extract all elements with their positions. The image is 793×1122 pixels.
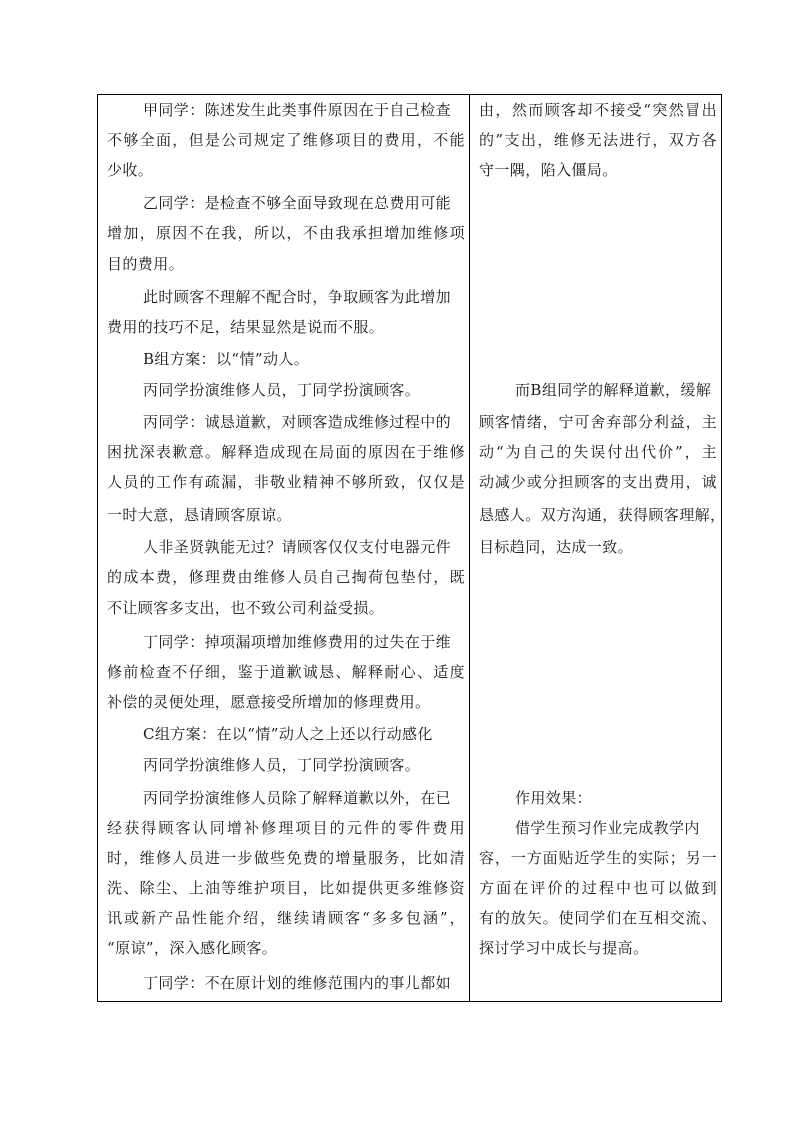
text-line: 顾客情绪，宁可舍弃部分利益，主 — [479, 413, 717, 431]
text-line: 此时顾客不理解不配合时，争取顾客为此增加 — [143, 288, 452, 306]
text-line: 经获得顾客认同增补修理项目的元件的零件费用 — [107, 819, 465, 837]
text-line: 人非圣贤孰能无过？请顾客仅仅支付电器元件 — [143, 538, 452, 556]
text-line: 目的费用。 — [107, 255, 185, 273]
text-line: 人员的工作有疏漏，非敬业精神不够所致，仅仅是 — [107, 473, 465, 491]
text-line: 的”支出，维修无法进行，双方各 — [479, 131, 717, 149]
text-line: 时，维修人员进一步做些免费的增量服务，比如清 — [107, 849, 465, 867]
activity-cell — [98, 95, 469, 1001]
text-line: 守一隅，陷入僵局。 — [479, 161, 618, 179]
text-line: 讯或新产品性能介绍，继续请顾客“多多包涵”， — [107, 909, 465, 927]
text-line: 探讨学习中成长与提高。 — [479, 939, 649, 957]
text-line: 少收。 — [107, 161, 154, 179]
text-line: 增加，原因不在我，所以，不由我承担增加维修项 — [107, 224, 465, 242]
text-line: 动“为自己的失误付出代价”，主 — [479, 443, 717, 461]
analysis-cell — [470, 95, 726, 1001]
text-line: 恳感人。双方沟通，获得顾客理解， — [479, 506, 726, 524]
text-line: 目标趋同，达成一致。 — [479, 538, 634, 556]
text-line: 洗、除尘、上油等维护项目，比如提供更多维修资 — [107, 879, 465, 897]
text-line: 乙同学：是检查不够全面导致现在总费用可能 — [143, 194, 452, 212]
text-line: 丙同学扮演维修人员，丁同学扮演顾客。 — [143, 381, 421, 399]
text-line: 不够全面，但是公司规定了维修项目的费用，不能 — [107, 131, 465, 149]
text-line: 作用效果： — [515, 789, 593, 807]
text-line: 补偿的灵便处理，愿意接受所增加的修理费用。 — [107, 693, 431, 711]
text-line: 方面在评价的过程中也可以做到 — [479, 879, 717, 897]
text-line: 丁同学：不在原计划的维修范围内的事儿都如 — [143, 974, 452, 992]
text-line: 费用的技巧不足，结果显然是说而不服。 — [107, 318, 385, 336]
text-line: 不让顾客多支出，也不致公司利益受损。 — [107, 599, 385, 617]
text-line: 丙同学：诚恳道歉，对顾客造成维修过程中的 — [143, 413, 452, 431]
text-line: 的成本费，修理费由维修人员自己掏荷包垫付，既 — [107, 568, 465, 586]
text-line: B组方案：以“情”动人。 — [143, 350, 310, 368]
text-line: 而B组同学的解释道歉，缓解 — [515, 381, 712, 399]
table-row — [98, 95, 722, 1002]
text-line: 有的放矢。使同学们在互相交流、 — [479, 909, 717, 927]
text-line: 容，一方面贴近学生的实际；另一 — [479, 849, 717, 867]
lesson-table — [97, 94, 726, 1002]
text-line: 动减少或分担顾客的支出费用，诚 — [479, 473, 717, 491]
analysis-column — [470, 95, 726, 1002]
text-line: 由，然而顾客却不接受“突然冒出 — [479, 101, 717, 119]
text-line: C组方案：在以“情”动人之上还以行动感化 — [143, 725, 433, 743]
text-line: 困扰深表歉意。解释造成现在局面的原因在于维修 — [107, 443, 465, 461]
text-line: 丙同学扮演维修人员除了解释道歉以外，在已 — [143, 789, 452, 807]
text-line: 借学生预习作业完成教学内 — [515, 819, 700, 837]
text-line: 一时大意，恳请顾客原谅。 — [107, 506, 292, 524]
text-line: 修前检查不仔细，鉴于道歉诚恳、解释耐心、适度 — [107, 663, 465, 681]
text-line: 丙同学扮演维修人员，丁同学扮演顾客。 — [143, 756, 421, 774]
text-line: 丁同学：掉项漏项增加维修费用的过失在于维 — [143, 633, 452, 651]
text-line: 甲同学：陈述发生此类事件原因在于自己检查 — [143, 101, 452, 119]
text-line: “原谅”，深入感化顾客。 — [107, 939, 278, 957]
activity-column — [98, 95, 470, 1002]
